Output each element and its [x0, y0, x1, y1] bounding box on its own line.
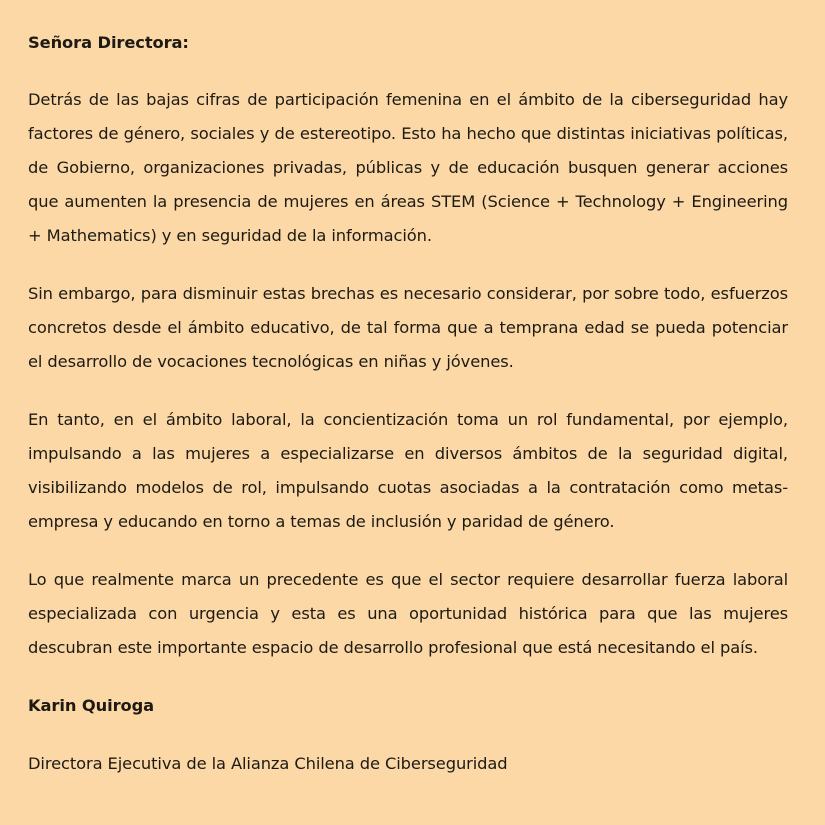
- paragraph-1: Detrás de las bajas cifras de participación femenina en el ámbito de la ciberseguridad hay factores de género, sociales y de estereotipo. Esto ha hecho que distintas iniciativas políticas, de Gobierno, organizaciones privadas, públicas y de educación busquen generar acciones que aumenten la presencia de mujeres en áreas STEM (Science + Technology + Engineering + Mathematics) y en seguridad de la información.: [28, 90, 788, 245]
- paragraph-2: Sin embargo, para disminuir estas brechas es necesario considerar, por sobre todo, esfuerzos concretos desde el ámbito educativo, de tal forma que a temprana edad se pueda potenciar el desarrollo de vocaciones tecnológicas en niñas y jóvenes.: [28, 284, 788, 371]
- letter-body: [28, 26, 788, 781]
- paragraph-3: En tanto, en el ámbito laboral, la concientización toma un rol fundamental, por ejemplo, impulsando a las mujeres a especializarse en diversos ámbitos de la seguridad digital, visibilizando modelos de rol, impulsando cuotas asociadas a la contratación como metas-empresa y educando en torno a temas de inclusión y paridad de género.: [28, 410, 788, 531]
- salutation: Señora Directora:: [28, 33, 189, 52]
- signer-name: Karin Quiroga: [28, 696, 155, 715]
- paragraph-4: Lo que realmente marca un precedente es que el sector requiere desarrollar fuerza laboral especializada con urgencia y esta es una oportunidad histórica para que las mujeres descubran este importante espacio de desarrollo profesional que está necesitando el país.: [28, 570, 788, 657]
- signer-title: Directora Ejecutiva de la Alianza Chilena de Ciberseguridad: [28, 754, 508, 773]
